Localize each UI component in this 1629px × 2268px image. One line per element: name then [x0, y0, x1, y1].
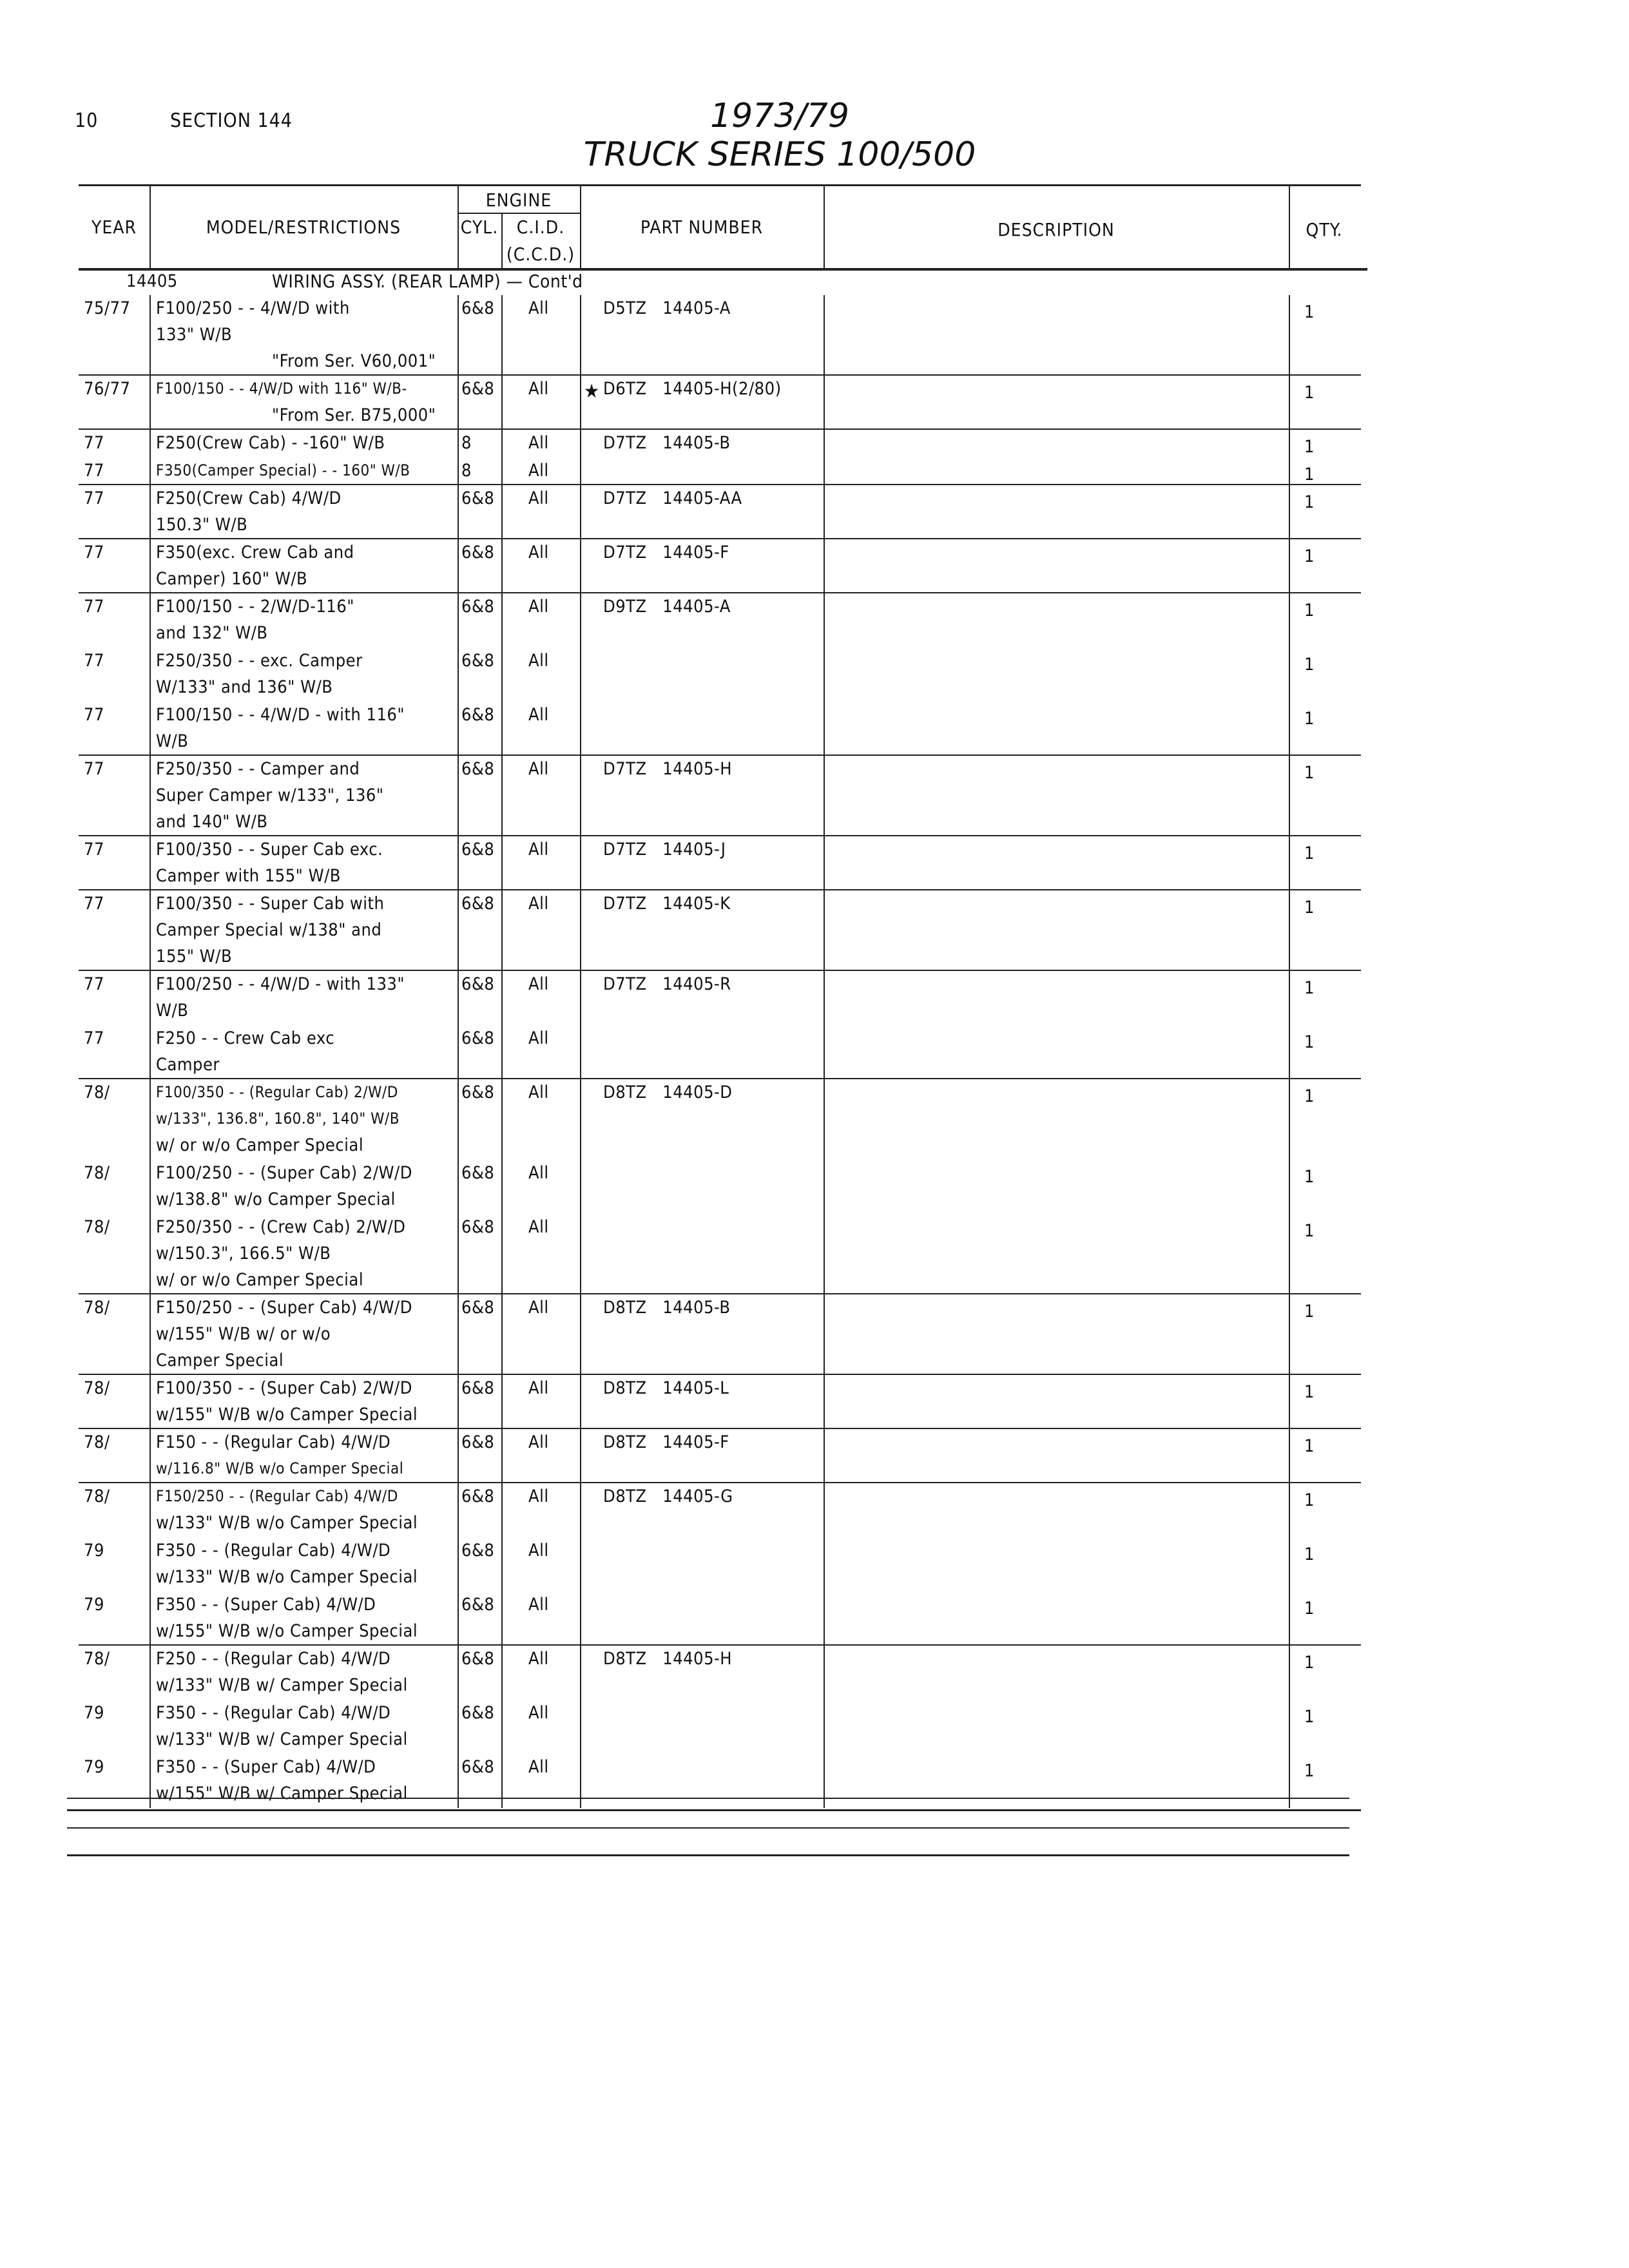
row-part-number: D7TZ 14405-H — [603, 759, 733, 779]
row-year: 77 — [84, 1028, 104, 1048]
row-year: 78/ — [84, 1378, 110, 1398]
row-cid: All — [528, 543, 549, 562]
row-cyl: 6&8 — [461, 543, 495, 562]
row-model-line: w/133", 136.8", 160.8", 140" W/B — [156, 1110, 400, 1128]
row-model-line: w/155" W/B w/ Camper Special — [156, 1783, 408, 1803]
row-model-line: w/133" W/B w/ Camper Special — [156, 1675, 408, 1695]
row-model-line: w/133" W/B w/ Camper Special — [156, 1729, 408, 1749]
row-year: 77 — [84, 974, 104, 994]
row-qty: 1 — [1304, 1436, 1315, 1456]
row-model-line: W/B — [156, 731, 189, 751]
row-qty: 1 — [1304, 843, 1315, 863]
row-year: 79 — [84, 1757, 104, 1777]
row-model-line: and 140" W/B — [156, 812, 268, 832]
row-cyl: 6&8 — [461, 1757, 495, 1777]
row-year: 77 — [84, 651, 104, 671]
row-part-number: D7TZ 14405-B — [603, 433, 731, 453]
row-cyl: 6&8 — [461, 1703, 495, 1723]
row-qty: 1 — [1304, 1086, 1315, 1106]
row-qty: 1 — [1304, 898, 1315, 918]
row-model-line: F250/350 - - exc. Camper — [156, 651, 363, 671]
row-year: 79 — [84, 1703, 104, 1723]
row-model-line: Camper Special w/138" and — [156, 920, 382, 940]
row-part-number: D7TZ 14405-R — [603, 974, 731, 994]
row-cid: All — [528, 759, 549, 779]
row-cyl: 6&8 — [461, 840, 495, 860]
row-cyl: 8 — [461, 433, 472, 453]
row-cyl: 6&8 — [461, 1649, 495, 1669]
row-cyl: 6&8 — [461, 974, 495, 994]
row-cid: All — [528, 1486, 549, 1506]
row-model-line: W/B — [156, 1001, 189, 1021]
row-part-number: D8TZ 14405-G — [603, 1486, 733, 1506]
row-year: 79 — [84, 1595, 104, 1615]
row-part-number: D8TZ 14405-F — [603, 1432, 729, 1452]
row-cid: All — [528, 894, 549, 914]
row-model-line: 150.3" W/B — [156, 515, 248, 535]
row-model-line: F100/350 - - Super Cab with — [156, 894, 385, 914]
row-qty: 1 — [1304, 763, 1315, 783]
row-part-number: D9TZ 14405-A — [603, 597, 731, 617]
row-part-number: D8TZ 14405-L — [603, 1378, 729, 1398]
row-year: 78/ — [84, 1486, 110, 1506]
row-cyl: 6&8 — [461, 379, 495, 399]
col-part-header: PART NUMBER — [640, 216, 764, 238]
row-cid: All — [528, 705, 549, 725]
row-cyl: 6&8 — [461, 488, 495, 508]
row-year: 77 — [84, 597, 104, 617]
row-qty: 1 — [1304, 709, 1315, 729]
row-model-line: w/ or w/o Camper Special — [156, 1135, 364, 1155]
row-year: 75/77 — [84, 298, 131, 318]
row-year: 77 — [84, 705, 104, 725]
row-cyl: 6&8 — [461, 597, 495, 617]
row-cyl: 6&8 — [461, 759, 495, 779]
row-part-number: D7TZ 14405-AA — [603, 488, 742, 508]
row-qty: 1 — [1304, 1544, 1315, 1564]
col-desc-header: DESCRIPTION — [998, 219, 1115, 240]
row-model-line: F250 - - (Regular Cab) 4/W/D — [156, 1649, 391, 1669]
row-cyl: 6&8 — [461, 298, 495, 318]
page-number: 10 — [75, 110, 99, 132]
row-part-number: D8TZ 14405-B — [603, 1298, 731, 1318]
row-model-line: 155" W/B — [156, 947, 233, 966]
row-year: 77 — [84, 894, 104, 914]
row-model-line: w/155" W/B w/o Camper Special — [156, 1405, 418, 1425]
row-qty: 1 — [1304, 655, 1315, 675]
row-model-line: F100/350 - - Super Cab exc. — [156, 840, 383, 860]
row-qty: 1 — [1304, 383, 1315, 403]
section-label: SECTION 144 — [170, 110, 293, 132]
row-cid: All — [528, 1028, 549, 1048]
row-cyl: 6&8 — [461, 1595, 495, 1615]
row-qty: 1 — [1304, 1707, 1315, 1727]
row-model-line: F100/250 - - 4/W/D - with 133" — [156, 974, 405, 994]
row-model-line: F100/350 - - (Regular Cab) 2/W/D — [156, 1083, 398, 1101]
row-qty: 1 — [1304, 1032, 1315, 1052]
row-model-line: Super Camper w/133", 136" — [156, 785, 384, 805]
row-cid: All — [528, 1378, 549, 1398]
row-qty: 1 — [1304, 1490, 1315, 1510]
row-cyl: 6&8 — [461, 1298, 495, 1318]
row-cyl: 6&8 — [461, 1541, 495, 1561]
row-qty: 1 — [1304, 1382, 1315, 1402]
row-model-line: F100/250 - - 4/W/D with — [156, 298, 350, 318]
row-year: 78/ — [84, 1432, 110, 1452]
row-qty: 1 — [1304, 1761, 1315, 1781]
row-year: 78/ — [84, 1649, 110, 1669]
column-rule — [824, 295, 825, 1808]
row-model-line: "From Ser. B75,000" — [272, 405, 436, 425]
column-rule — [1289, 295, 1290, 1808]
row-year: 77 — [84, 433, 104, 453]
row-model-line: F350 - - (Super Cab) 4/W/D — [156, 1595, 376, 1615]
group-label: WIRING ASSY. (REAR LAMP) — Cont'd — [272, 271, 583, 292]
row-model-line: F100/150 - - 2/W/D-116" — [156, 597, 354, 617]
row-model-line: F350 - - (Super Cab) 4/W/D — [156, 1757, 376, 1777]
row-model-line: Camper — [156, 1055, 220, 1075]
row-qty: 1 — [1304, 601, 1315, 620]
row-cid: All — [528, 1298, 549, 1318]
col-engine-header: ENGINE — [485, 189, 552, 211]
row-cid: All — [528, 1163, 549, 1183]
row-year: 78/ — [84, 1298, 110, 1318]
row-cid: All — [528, 597, 549, 617]
row-model-line: Camper Special — [156, 1350, 284, 1370]
col-cid-header: C.I.D. — [516, 216, 565, 238]
row-qty: 1 — [1304, 978, 1315, 998]
row-model-line: Camper with 155" W/B — [156, 866, 341, 886]
row-model-line: F150/250 - - (Super Cab) 4/W/D — [156, 1298, 412, 1318]
row-qty: 1 — [1304, 1221, 1315, 1241]
row-model-line: W/133" and 136" W/B — [156, 677, 333, 697]
row-qty: 1 — [1304, 437, 1315, 457]
row-model-line: F350(exc. Crew Cab and — [156, 543, 354, 562]
row-year: 78/ — [84, 1082, 110, 1102]
row-cid: All — [528, 461, 549, 481]
row-cid: All — [528, 298, 549, 318]
row-cid: All — [528, 1217, 549, 1237]
row-model-line: F100/350 - - (Super Cab) 2/W/D — [156, 1378, 412, 1398]
row-model-line: F100/250 - - (Super Cab) 2/W/D — [156, 1163, 412, 1183]
row-qty: 1 — [1304, 492, 1315, 512]
row-model-line: F150 - - (Regular Cab) 4/W/D — [156, 1432, 391, 1452]
row-part-number: D7TZ 14405-J — [603, 840, 726, 860]
page-title-years: 1973/79 — [709, 97, 850, 135]
row-qty: 1 — [1304, 302, 1315, 322]
row-year: 77 — [84, 543, 104, 562]
row-year: 76/77 — [84, 379, 131, 399]
row-cid: All — [528, 1595, 549, 1615]
row-year: 78/ — [84, 1217, 110, 1237]
row-cyl: 6&8 — [461, 1378, 495, 1398]
row-model-line: "From Ser. V60,001" — [272, 351, 436, 371]
row-cid: All — [528, 488, 549, 508]
row-cyl: 6&8 — [461, 1486, 495, 1506]
row-qty: 1 — [1304, 465, 1315, 485]
row-cid: All — [528, 974, 549, 994]
col-qty-header: QTY. — [1306, 219, 1343, 240]
row-model-line: w/ or w/o Camper Special — [156, 1270, 364, 1290]
row-model-line: F100/150 - - 4/W/D - with 116" — [156, 705, 405, 725]
column-rule — [149, 295, 151, 1808]
row-qty: 1 — [1304, 1167, 1315, 1187]
row-cid: All — [528, 1757, 549, 1777]
row-part-number: D8TZ 14405-H — [603, 1649, 733, 1669]
row-year: 77 — [84, 840, 104, 860]
row-year: 79 — [84, 1541, 104, 1561]
row-cyl: 8 — [461, 461, 472, 481]
row-part-number: D8TZ 14405-D — [603, 1082, 733, 1102]
row-model-line: F250(Crew Cab) 4/W/D — [156, 488, 342, 508]
row-cid: All — [528, 379, 549, 399]
row-model-line: F350 - - (Regular Cab) 4/W/D — [156, 1541, 391, 1561]
col-cyl-header: CYL. — [460, 216, 499, 238]
row-part-number: D7TZ 14405-F — [603, 543, 729, 562]
footer-rule-2 — [67, 1827, 1349, 1829]
group-code: 14405 — [126, 271, 178, 291]
row-model-line: F350(Camper Special) - - 160" W/B — [156, 461, 410, 479]
row-cyl: 6&8 — [461, 894, 495, 914]
row-model-line: F100/150 - - 4/W/D with 116" W/B- — [156, 380, 407, 398]
row-part-number: D5TZ 14405-A — [603, 298, 731, 318]
row-year: 77 — [84, 759, 104, 779]
row-cyl: 6&8 — [461, 1432, 495, 1452]
row-cid: All — [528, 433, 549, 453]
row-model-line: w/133" W/B w/o Camper Special — [156, 1567, 418, 1587]
row-cyl: 6&8 — [461, 1082, 495, 1102]
row-qty: 1 — [1304, 546, 1315, 566]
row-cyl: 6&8 — [461, 705, 495, 725]
row-cid: All — [528, 1432, 549, 1452]
page-title-series: TRUCK SERIES 100/500 — [583, 135, 976, 174]
row-qty: 1 — [1304, 1653, 1315, 1673]
column-rule — [458, 295, 459, 1808]
row-model-line: F250/350 - - (Crew Cab) 2/W/D — [156, 1217, 406, 1237]
row-model-line: F250 - - Crew Cab exc — [156, 1028, 335, 1048]
row-cyl: 6&8 — [461, 651, 495, 671]
row-model-line: F150/250 - - (Regular Cab) 4/W/D — [156, 1487, 398, 1505]
footer-rule-1 — [67, 1798, 1349, 1799]
column-rule — [501, 295, 503, 1808]
table-bottom-rule — [67, 1809, 1361, 1811]
row-part-number: D7TZ 14405-K — [603, 894, 731, 914]
row-cyl: 6&8 — [461, 1028, 495, 1048]
star-icon: ★ — [584, 380, 600, 403]
row-cid: All — [528, 651, 549, 671]
col-model-header: MODEL/RESTRICTIONS — [206, 216, 401, 238]
col-ccd-header: (C.C.D.) — [506, 244, 575, 265]
row-model-line: Camper) 160" W/B — [156, 569, 308, 589]
footer-rule-3 — [67, 1854, 1349, 1856]
row-model-line: F250(Crew Cab) - -160" W/B — [156, 433, 385, 453]
row-model-line: w/150.3", 166.5" W/B — [156, 1244, 331, 1264]
row-model-line: and 132" W/B — [156, 623, 268, 643]
row-qty: 1 — [1304, 1302, 1315, 1321]
row-cid: All — [528, 1703, 549, 1723]
row-qty: 1 — [1304, 1599, 1315, 1619]
row-model-line: w/116.8" W/B w/o Camper Special — [156, 1459, 404, 1477]
row-model-line: 133" W/B — [156, 325, 233, 345]
row-cid: All — [528, 840, 549, 860]
row-year: 78/ — [84, 1163, 110, 1183]
row-cid: All — [528, 1082, 549, 1102]
col-year-header: YEAR — [91, 216, 137, 238]
row-year: 77 — [84, 488, 104, 508]
row-cyl: 6&8 — [461, 1217, 495, 1237]
row-model-line: w/155" W/B w/ or w/o — [156, 1324, 331, 1344]
row-model-line: F350 - - (Regular Cab) 4/W/D — [156, 1703, 391, 1723]
column-rule — [580, 295, 581, 1808]
row-year: 77 — [84, 461, 104, 481]
row-model-line: w/155" W/B w/o Camper Special — [156, 1621, 418, 1641]
row-cyl: 6&8 — [461, 1163, 495, 1183]
row-part-number: D6TZ 14405-H(2/80) — [603, 379, 782, 399]
row-cid: All — [528, 1649, 549, 1669]
row-model-line: F250/350 - - Camper and — [156, 759, 360, 779]
row-cid: All — [528, 1541, 549, 1561]
row-model-line: w/133" W/B w/o Camper Special — [156, 1513, 418, 1533]
row-model-line: w/138.8" w/o Camper Special — [156, 1189, 396, 1209]
